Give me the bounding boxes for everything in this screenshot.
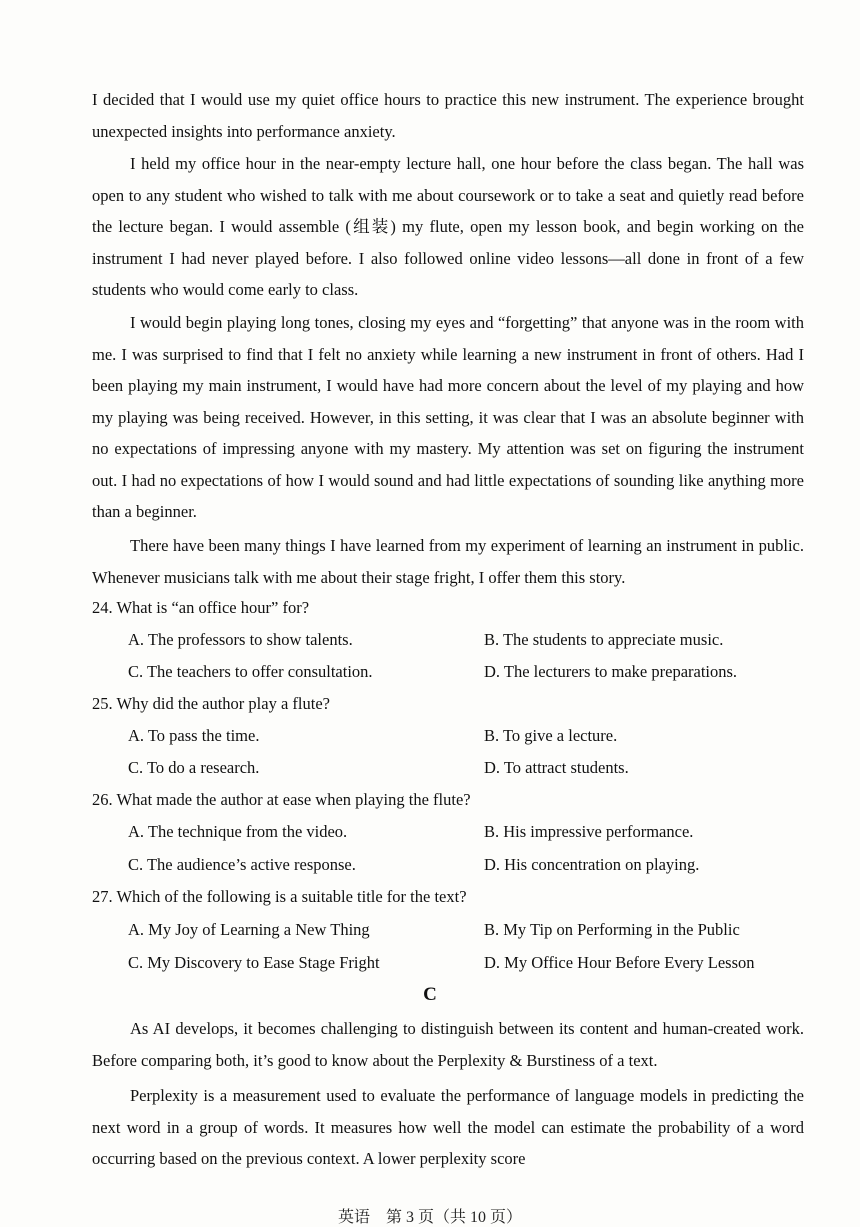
question-27-option-a: A. My Joy of Learning a New Thing [128, 920, 370, 939]
question-26-stem: 26. What made the author at ease when playing the flute? [92, 790, 471, 809]
question-24-option-c: C. The teachers to offer consultation. [128, 662, 373, 681]
question-27-option-c: C. My Discovery to Ease Stage Fright [128, 953, 380, 972]
question-24-option-d: D. The lecturers to make preparations. [484, 662, 738, 681]
question-24-option-a: A. The professors to show talents. [128, 630, 353, 649]
passage-b-paragraph-3: I would begin playing long tones, closing my eyes and “forgetting” that anyone was in the room with me. I was surprised to find that I felt no anxiety while learning a new instrument in front of others. Had I been playing my main instrument, I would have had more concern about the level of my playing and how my playing was being received. However, in this setting, it was clear that I was an absolute beginner with no expectations of impressing anyone with my mastery. My attention was set on figuring the instrument out. I had no expectations of how I would sound and had little expectations of sounding like anything more than a beginner. [92, 313, 804, 521]
question-24-stem: 24. What is “an office hour” for? [92, 598, 310, 617]
question-26-option-d: D. His concentration on playing. [484, 855, 700, 874]
passage-b-paragraph-1: I decided that I would use my quiet office hours to practice this new instrument. The experience brought unexpected insights into performance anxiety. [92, 90, 804, 141]
question-27-stem: 27. Which of the following is a suitable title for the text? [92, 887, 467, 906]
section-c-paragraph-2: Perplexity is a measurement used to evaluate the performance of language models in predicting the next word in a group of words. It measures how well the model can estimate the probability of a word occurring based on the previous context. A lower perplexity score [92, 1086, 804, 1168]
page-footer: 英语 第 3 页（共 10 页） [337, 1209, 522, 1226]
question-26-option-c: C. The audience’s active response. [128, 855, 356, 874]
question-25-option-c: C. To do a research. [128, 758, 260, 777]
question-27-option-b: B. My Tip on Performing in the Public [484, 920, 740, 939]
section-c-heading: C [423, 984, 437, 1005]
question-24-option-b: B. The students to appreciate music. [484, 630, 724, 649]
question-26-option-a: A. The technique from the video. [128, 822, 348, 841]
question-26-option-b: B. His impressive performance. [484, 822, 694, 841]
passage-b-paragraph-4: There have been many things I have learned from my experiment of learning an instrument in public. Whenever musicians talk with me about their stage fright, I offer them this story. [92, 536, 804, 587]
question-25-option-a: A. To pass the time. [128, 726, 260, 745]
question-25-option-b: B. To give a lecture. [484, 726, 618, 745]
question-25-stem: 25. Why did the author play a flute? [92, 694, 330, 713]
passage-b-paragraph-2: I held my office hour in the near-empty lecture hall, one hour before the class began. The hall was open to any student who wished to talk with me about coursework or to take a seat and quietly read before the lecture began. I would assemble (组装) my flute, open my lesson book, and begin working on the instrument I had never played before. I also followed online video lessons—all done in front of a few students who would come early to class. [92, 154, 804, 299]
section-c-paragraph-1: As AI develops, it becomes challenging to distinguish between its content and human-created work. Before comparing both, it’s good to know about the Perplexity & Burstiness of a text. [92, 1019, 804, 1070]
question-25-option-d: D. To attract students. [484, 758, 629, 777]
question-27-option-d: D. My Office Hour Before Every Lesson [484, 953, 755, 972]
